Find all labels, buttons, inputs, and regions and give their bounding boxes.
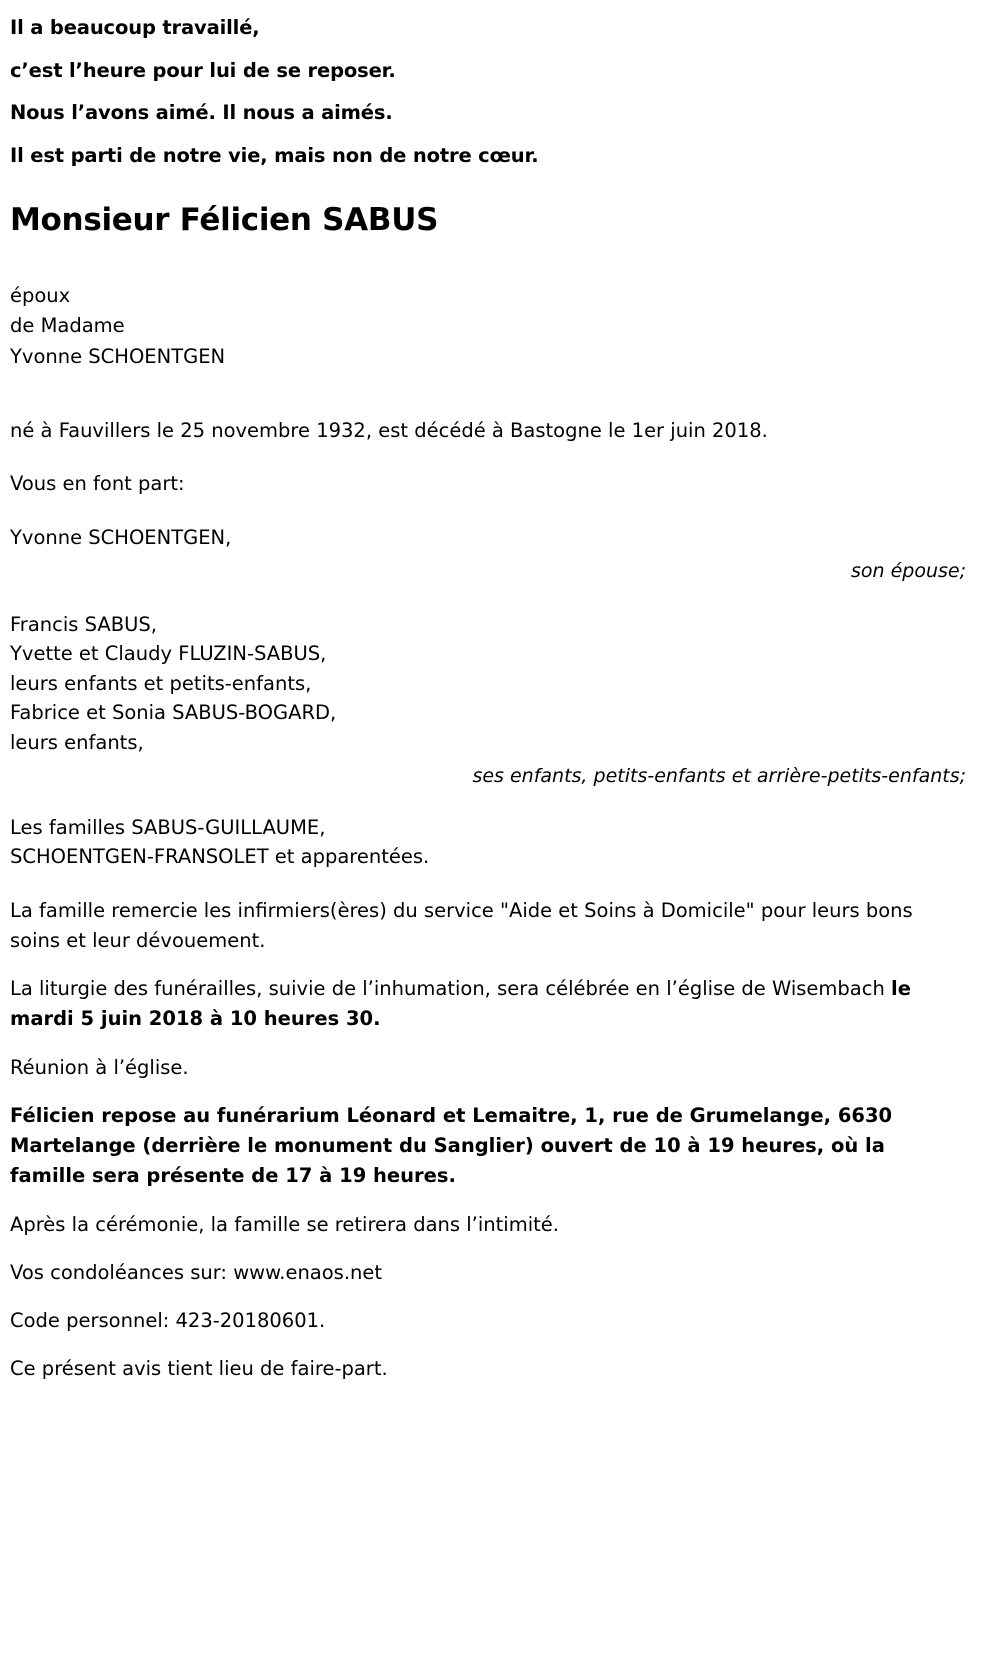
families-block xyxy=(10,813,966,872)
condolences-paragraph: Vos condoléances sur: www.enaos.net xyxy=(10,1260,383,1284)
spouse-name: Yvonne SCHOENTGEN xyxy=(10,344,226,368)
survivor-line: leurs enfants et petits-enfants, xyxy=(10,671,312,695)
personal-code-paragraph: Code personnel: 423-20180601. xyxy=(10,1308,326,1332)
thanks-paragraph: La famille remercie les infirmiers(ères) du service "Aide et Soins à Domicile" pour leurs bons soins et leur dévouement. xyxy=(10,898,913,952)
survivor-children-block xyxy=(10,610,966,791)
announcement-intro: Vous en font part: xyxy=(10,472,185,496)
meeting-paragraph: Réunion à l’église. xyxy=(10,1055,189,1079)
epigraph-line-3: Nous l’avons aimé. Il nous a aimés. xyxy=(10,101,393,124)
role-children: ses enfants, petits-enfants et arrière-petits-enfants; xyxy=(472,764,966,787)
epigraph-block xyxy=(10,18,966,165)
survivor-line: Francis SABUS, xyxy=(10,612,157,636)
deceased-name: Monsieur Félicien SABUS xyxy=(10,202,439,238)
spouse-block xyxy=(10,281,966,372)
birth-death-block xyxy=(10,416,950,446)
spouse-label-1: époux xyxy=(10,284,71,308)
epigraph-line-1: Il a beaucoup travaillé, xyxy=(10,16,260,39)
survivor-line: Yvette et Claudy FLUZIN-SABUS, xyxy=(10,642,327,666)
epigraph-line-2: c’est l’heure pour lui de se reposer. xyxy=(10,58,396,82)
epigraph-line-4: Il est parti de notre vie, mais non de notre cœur. xyxy=(10,143,539,167)
announcement-intro-block xyxy=(10,469,966,499)
notice-paragraph: Ce présent avis tient lieu de faire-part. xyxy=(10,1357,388,1381)
liturgy-datetime: le mardi 5 juin 2018 à 10 heures 30. xyxy=(10,977,911,1031)
families-line-2: SCHOENTGEN-FRANSOLET et apparentées. xyxy=(10,845,430,869)
survivor-spouse-block xyxy=(10,523,966,586)
survivor-line: Fabrice et Sonia SABUS-BOGARD, xyxy=(10,701,337,725)
after-ceremony-paragraph: Après la cérémonie, la famille se retirera dans l’intimité. xyxy=(10,1212,559,1236)
liturgy-paragraph xyxy=(10,974,966,1034)
birth-death-line: né à Fauvillers le 25 novembre 1932, est décédé à Bastogne le 1er juin 2018. xyxy=(10,418,768,442)
role-spouse: son épouse; xyxy=(850,559,966,582)
liturgy-text: La liturgie des funérailles, suivie de l’inhumation, sera célébrée en l’église de Wisembach xyxy=(10,977,892,1001)
funeral-home-paragraph: Félicien repose au funérarium Léonard et Lemaitre, 1, rue de Grumelange, 6630 Martelange (derrière le monument du Sanglier) ouvert de 10 à 19 heures, où la famille sera présente de 17 à 19 heures. xyxy=(10,1103,893,1188)
details-block xyxy=(10,896,966,1385)
survivor-line: leurs enfants, xyxy=(10,731,144,754)
families-line-1: Les familles SABUS-GUILLAUME, xyxy=(10,815,326,839)
survivor-line: Yvonne SCHOENTGEN, xyxy=(10,526,232,549)
spouse-label-2: de Madame xyxy=(10,314,125,338)
